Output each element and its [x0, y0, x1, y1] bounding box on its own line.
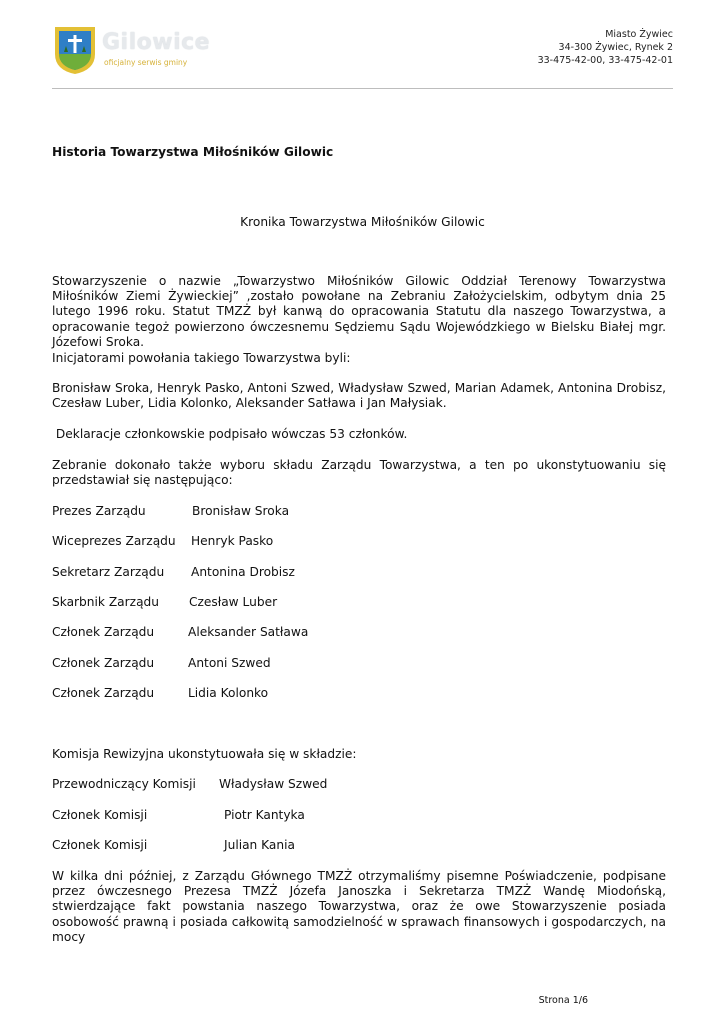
- board-row: [52, 686, 268, 700]
- board-member: Antoni Szwed: [188, 656, 271, 670]
- board-row: [52, 656, 271, 670]
- board-member: Antonina Drobisz: [191, 565, 295, 579]
- paragraph-board-intro: Zebranie dokonało także wyboru składu Zarządu Towarzystwa, a ten po ukonstytuowaniu się przedstawiał się następująco:: [52, 458, 666, 488]
- board-member: Aleksander Satława: [188, 625, 309, 639]
- board-role: Skarbnik Zarządu: [52, 595, 159, 609]
- board-member: Bronisław Sroka: [192, 504, 290, 518]
- board-member: Czesław Luber: [189, 595, 278, 609]
- board-member: Henryk Pasko: [191, 534, 274, 548]
- address-street: 34-300 Żywiec, Rynek 2: [558, 42, 673, 53]
- logo-wordmark: Gilowice: [102, 30, 211, 55]
- address-phones: 33-475-42-00, 33-475-42-01: [537, 55, 673, 66]
- board-role: Członek Zarządu: [52, 656, 155, 670]
- board-role: Członek Zarządu: [52, 686, 155, 700]
- board-role: Członek Zarządu: [52, 625, 155, 639]
- paragraph-founding: Stowarzyszenie o nazwie „Towarzystwo Miłośników Gilowic Oddział Terenowy Towarzystwa Miłośników Ziemi Żywieckiej” ,zostało powołane na Zebraniu Założycielskim, odbytym dnia 25 lutego 1996 roku. Statut TMZŻ był kanwą do opracowania Statutu dla naszego Towarzystwa, a opracowanie tegoż powierzono ówczesnemu Sędziemu Sądu Wojewódzkiego w Bielsku Białej mgr. Józefowi Sroka.: [52, 274, 666, 349]
- commission-role: Członek Komisji: [52, 808, 148, 822]
- commission-row: [52, 808, 305, 822]
- paragraph-initiators-intro: Inicjatorami powołania takiego Towarzystwa byli:: [52, 351, 351, 365]
- paragraph-commission-intro: Komisja Rewizyjna ukonstytuowała się w składzie:: [52, 747, 357, 761]
- document-title: Historia Towarzystwa Miłośników Gilowic: [52, 145, 334, 159]
- commission-role: Przewodniczący Komisji: [52, 777, 196, 791]
- address-city: Miasto Żywiec: [605, 29, 673, 40]
- logo-tagline: oficjalny serwis gminy: [104, 58, 188, 67]
- board-row: [52, 504, 289, 518]
- board-role: Wiceprezes Zarządu: [52, 534, 176, 548]
- board-row: [52, 534, 273, 548]
- commission-row: [52, 777, 327, 791]
- commission-member: Władysław Szwed: [219, 777, 328, 791]
- paragraph-confirmation: W kilka dni później, z Zarządu Głównego TMZŻ otrzymaliśmy pisemne Poświadczenie, podpisane przez ówczesnego Prezesa TMZŻ Józefa Janoszka i Sekretarza TMZŻ Wandę Miodońską, stwierdzające fakt powstania naszego Towarzystwa, oraz że owe Stowarzyszenie posiada osobowość prawną i posiada całkowitą samodzielność w sprawach finansowych i gospodarczych, na mocy: [52, 869, 666, 944]
- commission-member: Piotr Kantyka: [224, 808, 305, 822]
- board-role: Sekretarz Zarządu: [52, 565, 165, 579]
- commission-row: [52, 838, 295, 852]
- paragraph-initiators-list: Bronisław Sroka, Henryk Pasko, Antoni Szwed, Władysław Szwed, Marian Adamek, Antonina Drobisz, Czesław Luber, Lidia Kolonko, Aleksander Satława i Jan Małysiak.: [52, 381, 666, 411]
- board-row: [52, 625, 308, 639]
- commission-role: Członek Komisji: [52, 838, 148, 852]
- header-divider: [52, 88, 673, 89]
- page-header: [52, 22, 673, 80]
- board-row: [52, 595, 277, 609]
- paragraph-declarations: Deklaracje członkowskie podpisało wówczas 53 członków.: [52, 427, 408, 441]
- board-role: Prezes Zarządu: [52, 504, 146, 518]
- board-row: [52, 565, 295, 579]
- site-logo[interactable]: [52, 24, 211, 78]
- document-subtitle: Kronika Towarzystwa Miłośników Gilowic: [240, 215, 485, 229]
- board-member: Lidia Kolonko: [188, 686, 269, 700]
- address-block: [538, 28, 673, 67]
- coat-of-arms-icon: [52, 24, 98, 76]
- page-number: Strona 1/6: [538, 995, 588, 1006]
- commission-member: Julian Kania: [224, 838, 295, 852]
